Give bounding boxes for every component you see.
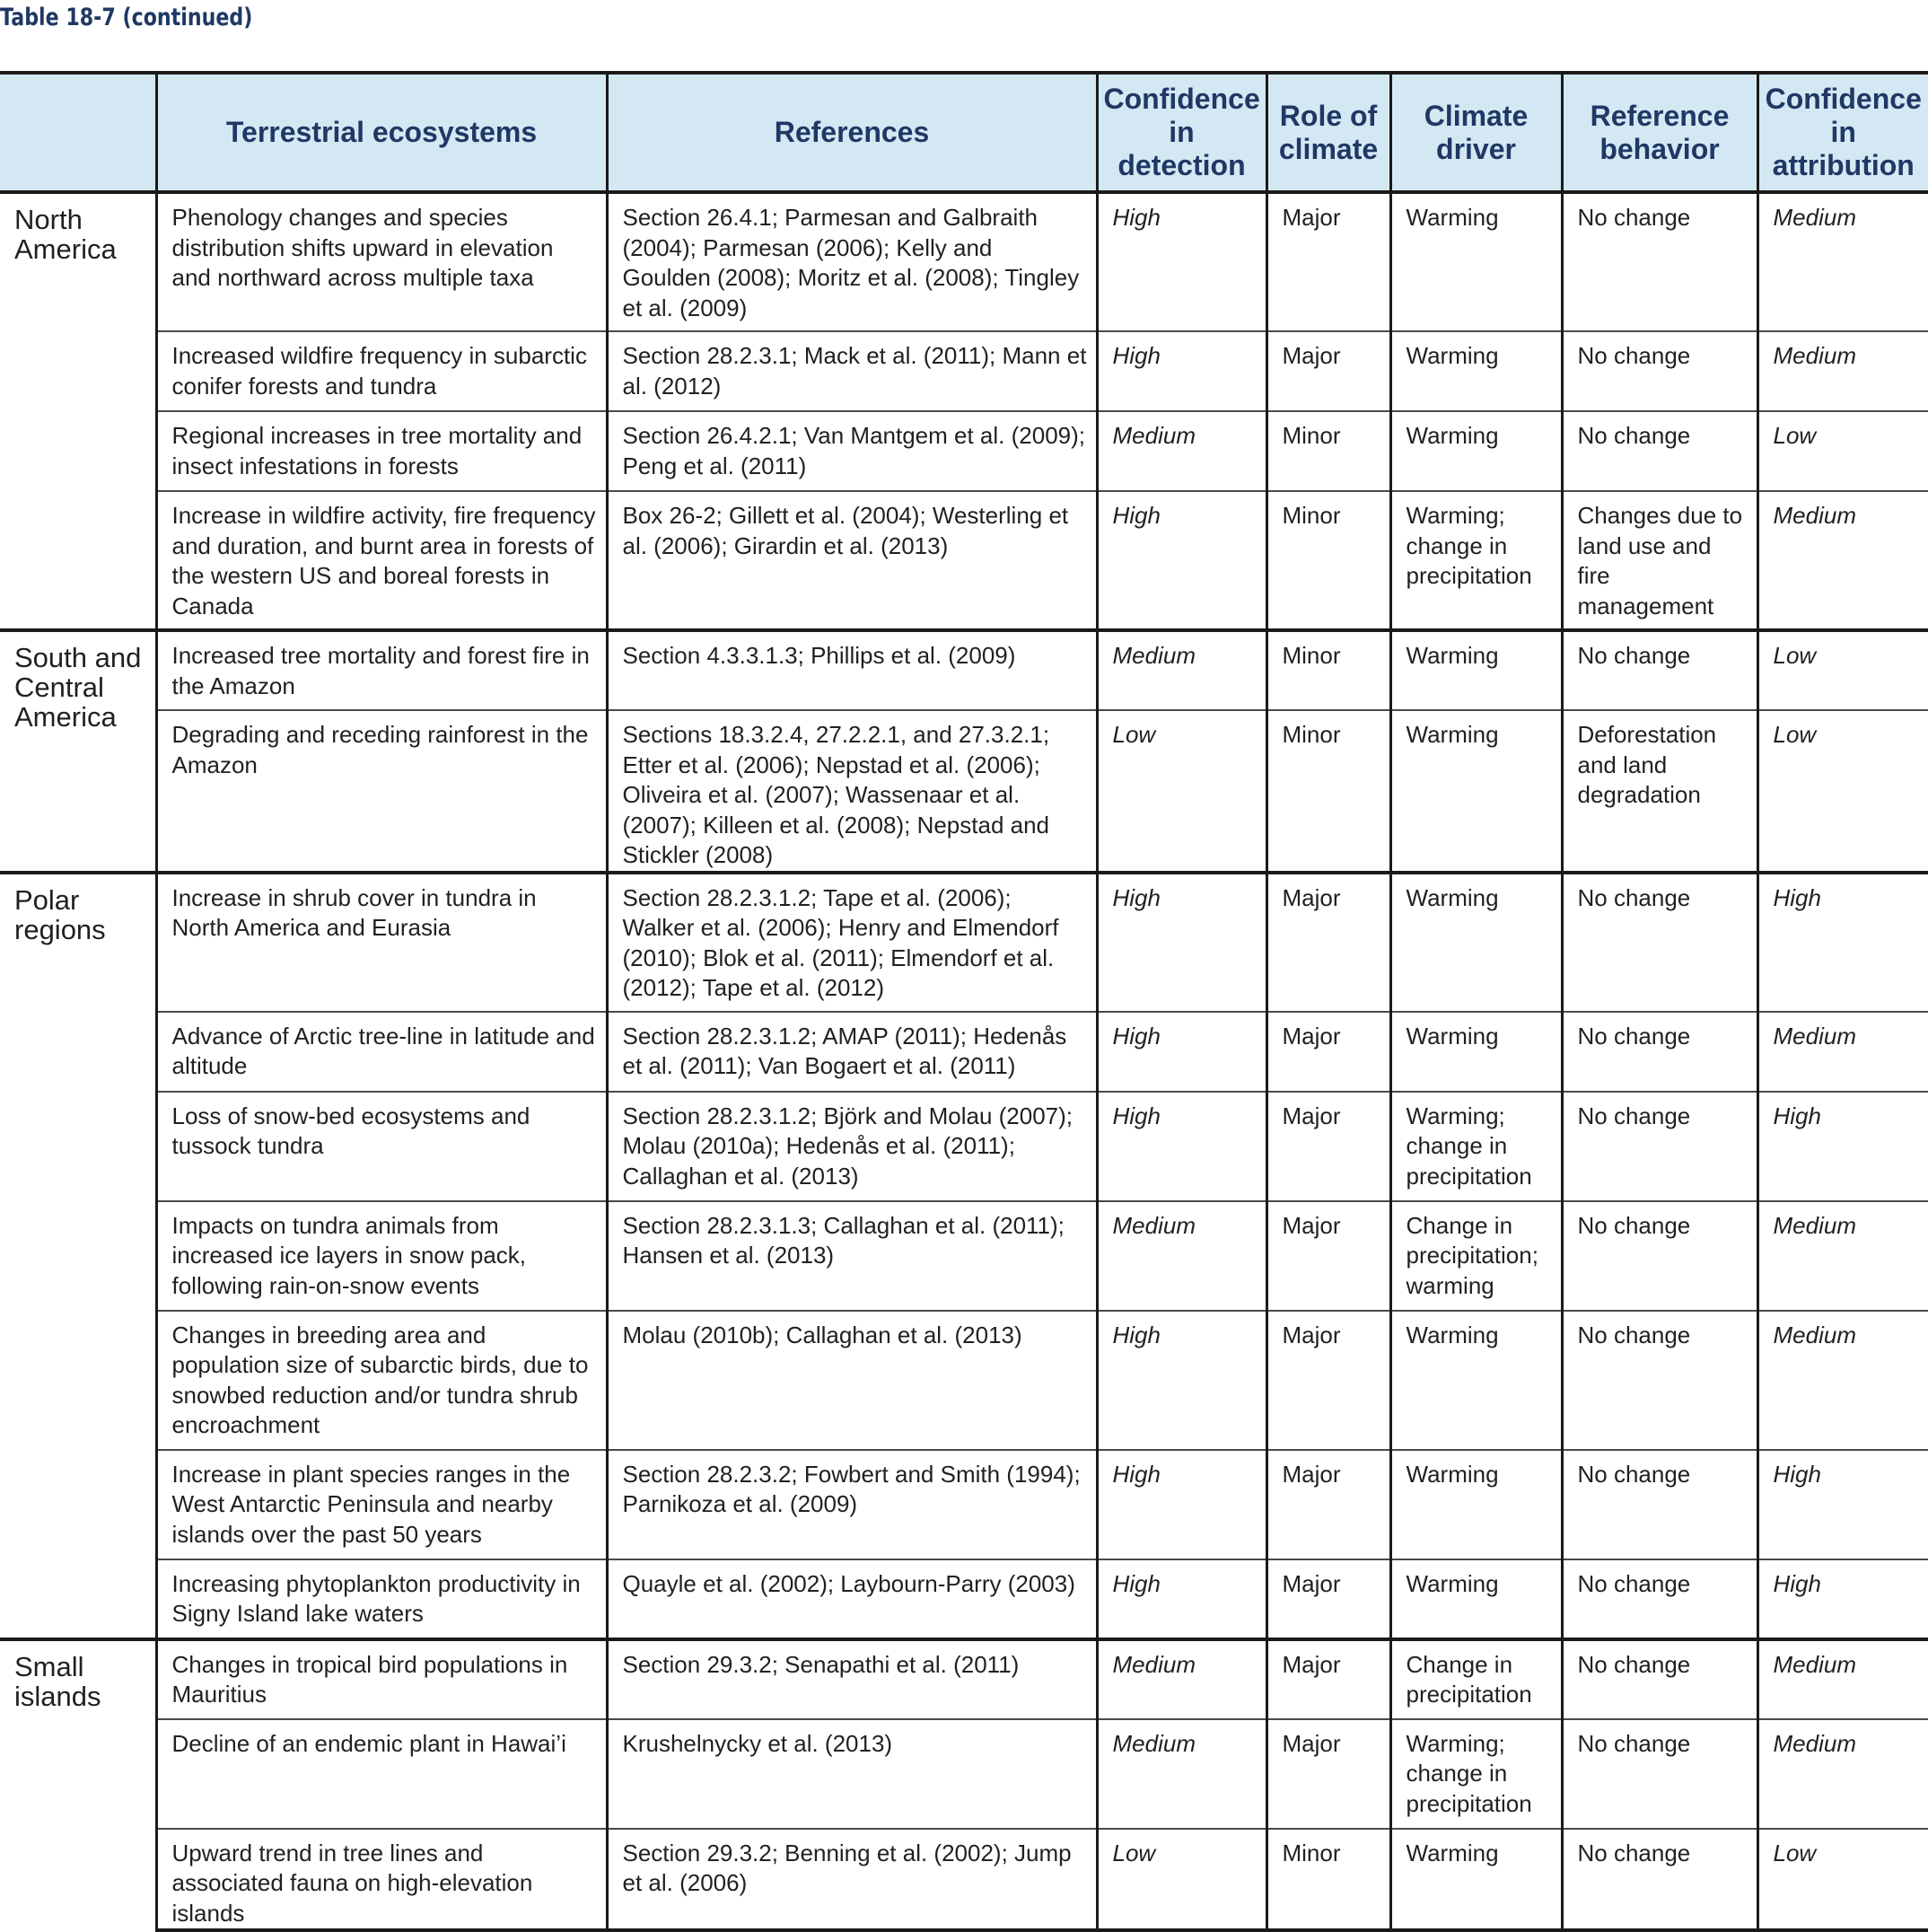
role-cell: Major — [1266, 1201, 1390, 1311]
table-row — [0, 411, 1928, 491]
header-references: References — [607, 73, 1097, 192]
driver-cell: Warming — [1390, 1829, 1562, 1931]
detection-cell: Medium — [1097, 630, 1266, 710]
detection-cell: High — [1097, 491, 1266, 630]
impact-cell: Increase in shrub cover in tundra in North America and Eurasia — [156, 873, 607, 1012]
table-row — [0, 1012, 1928, 1092]
driver-cell: Warming — [1390, 1450, 1562, 1559]
table-row — [0, 1829, 1928, 1931]
impact-cell: Decline of an endemic plant in Hawai’i — [156, 1719, 607, 1829]
header-region — [0, 73, 156, 192]
attribution-cell: Medium — [1757, 192, 1928, 331]
role-cell: Major — [1266, 1012, 1390, 1092]
impact-cell: Degrading and receding rainforest in the Amazon — [156, 710, 607, 873]
detection-cell: Low — [1097, 1829, 1266, 1931]
detection-cell: Medium — [1097, 1719, 1266, 1829]
table-row — [0, 192, 1928, 331]
references-cell: Box 26-2; Gillett et al. (2004); Westerling et al. (2006); Girardin et al. (2013) — [607, 491, 1097, 630]
attribution-cell: Low — [1757, 411, 1928, 491]
role-cell: Minor — [1266, 411, 1390, 491]
behavior-cell: Changes due to land use and fire management — [1562, 491, 1757, 630]
role-cell: Major — [1266, 873, 1390, 1012]
references-cell: Section 28.2.3.1.2; Tape et al. (2006); Walker et al. (2006); Henry and Elmendorf (2010); Blok et al. (2011); Elmendorf et al. (2012); Tape et al. (2012) — [607, 873, 1097, 1012]
references-cell: Section 28.2.3.2; Fowbert and Smith (1994); Parnikoza et al. (2009) — [607, 1450, 1097, 1559]
role-cell: Major — [1266, 1719, 1390, 1829]
header-reference-behavior: Reference behavior — [1562, 73, 1757, 192]
header-row — [0, 73, 1928, 192]
impact-cell: Advance of Arctic tree-line in latitude and altitude — [156, 1012, 607, 1092]
driver-cell: Warming; change in precipitation — [1390, 491, 1562, 630]
attribution-table — [0, 71, 1928, 1932]
driver-cell: Warming — [1390, 1311, 1562, 1450]
behavior-cell: No change — [1562, 411, 1757, 491]
role-cell: Minor — [1266, 630, 1390, 710]
driver-cell: Warming — [1390, 630, 1562, 710]
impact-cell: Increased wildfire frequency in subarctic conifer forests and tundra — [156, 331, 607, 411]
attribution-cell: High — [1757, 1092, 1928, 1201]
region-cell: North America — [14, 204, 117, 265]
behavior-cell: No change — [1562, 1012, 1757, 1092]
behavior-cell: No change — [1562, 1719, 1757, 1829]
attribution-cell: High — [1757, 873, 1928, 1012]
attribution-cell: Medium — [1757, 1311, 1928, 1450]
detection-cell: High — [1097, 1559, 1266, 1639]
driver-cell: Warming; change in precipitation — [1390, 1092, 1562, 1201]
driver-cell: Warming; change in precipitation — [1390, 1719, 1562, 1829]
region-cell: Polar regions — [0, 873, 156, 1639]
table-row — [0, 1639, 1928, 1719]
header-confidence-attribution: Confidence in attribution — [1757, 73, 1928, 192]
region-cell: Small islands — [0, 1639, 156, 1931]
behavior-cell: No change — [1562, 873, 1757, 1012]
header-climate-driver: Climate driver — [1390, 73, 1562, 192]
references-cell: Section 28.2.3.1.2; Björk and Molau (2007); Molau (2010a); Hedenås et al. (2011); Callaghan et al. (2013) — [607, 1092, 1097, 1201]
table-row — [0, 630, 1928, 710]
attribution-cell: Low — [1757, 1829, 1928, 1931]
role-cell: Major — [1266, 331, 1390, 411]
role-cell: Major — [1266, 1559, 1390, 1639]
attribution-cell: Medium — [1757, 1012, 1928, 1092]
attribution-cell: Low — [1757, 710, 1928, 873]
table-row — [0, 1092, 1928, 1201]
references-cell: Quayle et al. (2002); Laybourn-Parry (2003) — [607, 1559, 1097, 1639]
role-cell: Minor — [1266, 710, 1390, 873]
references-cell: Section 26.4.2.1; Van Mantgem et al. (2009); Peng et al. (2011) — [607, 411, 1097, 491]
behavior-cell: No change — [1562, 1450, 1757, 1559]
role-cell: Major — [1266, 1092, 1390, 1201]
detection-cell: High — [1097, 1450, 1266, 1559]
impact-cell: Impacts on tundra animals from increased ice layers in snow pack, following rain-on-snow events — [156, 1201, 607, 1311]
driver-cell: Change in precipitation — [1390, 1639, 1562, 1719]
attribution-cell: High — [1757, 1450, 1928, 1559]
references-cell: Section 4.3.3.1.3; Phillips et al. (2009) — [607, 630, 1097, 710]
references-cell: Section 28.2.3.1.3; Callaghan et al. (2011); Hansen et al. (2013) — [607, 1201, 1097, 1311]
table-row — [0, 710, 1928, 873]
driver-cell: Warming — [1390, 873, 1562, 1012]
driver-cell: Warming — [1390, 710, 1562, 873]
impact-cell: Increasing phytoplankton productivity in Signy Island lake waters — [156, 1559, 607, 1639]
detection-cell: High — [1097, 331, 1266, 411]
role-cell: Major — [1266, 192, 1390, 331]
impact-cell: Increase in plant species ranges in the West Antarctic Peninsula and nearby islands over the past 50 years — [156, 1450, 607, 1559]
impact-cell: Changes in tropical bird populations in Mauritius — [156, 1639, 607, 1719]
role-cell: Minor — [1266, 491, 1390, 630]
attribution-cell: High — [1757, 1559, 1928, 1639]
impact-cell: Increased tree mortality and forest fire in the Amazon — [156, 630, 607, 710]
behavior-cell: No change — [1562, 1311, 1757, 1450]
behavior-cell: No change — [1562, 1559, 1757, 1639]
attribution-cell: Medium — [1757, 1201, 1928, 1311]
references-cell: Krushelnycky et al. (2013) — [607, 1719, 1097, 1829]
detection-cell: Medium — [1097, 411, 1266, 491]
impact-cell: Regional increases in tree mortality and insect infestations in forests — [156, 411, 607, 491]
driver-cell: Warming — [1390, 1559, 1562, 1639]
table-row — [0, 331, 1928, 411]
driver-cell: Warming — [1390, 1012, 1562, 1092]
impact-cell: Upward trend in tree lines and associated fauna on high-elevation islands — [156, 1829, 607, 1931]
impact-cell: Loss of snow-bed ecosystems and tussock tundra — [156, 1092, 607, 1201]
detection-cell: Medium — [1097, 1201, 1266, 1311]
table-row — [0, 1201, 1928, 1311]
table-title: Table 18-7 (continued) — [0, 4, 253, 31]
role-cell: Major — [1266, 1450, 1390, 1559]
behavior-cell: No change — [1562, 630, 1757, 710]
references-cell: Section 26.4.1; Parmesan and Galbraith (2004); Parmesan (2006); Kelly and Goulden (2008); Moritz et al. (2008); Tingley et al. (2009) — [607, 192, 1097, 331]
header-confidence-detection: Confidence in detection — [1097, 73, 1266, 192]
behavior-cell: No change — [1562, 331, 1757, 411]
references-cell: Section 28.2.3.1; Mack et al. (2011); Mann et al. (2012) — [607, 331, 1097, 411]
references-cell: Sections 18.3.2.4, 27.2.2.1, and 27.3.2.1; Etter et al. (2006); Nepstad et al. (2006); Oliveira et al. (2007); Wassenaar et al. (2007); Killeen et al. (2008); Nepstad and Stickler (2008) — [607, 710, 1097, 873]
detection-cell: High — [1097, 192, 1266, 331]
driver-cell: Warming — [1390, 331, 1562, 411]
references-cell: Molau (2010b); Callaghan et al. (2013) — [607, 1311, 1097, 1450]
attribution-cell: Medium — [1757, 1719, 1928, 1829]
behavior-cell: No change — [1562, 1201, 1757, 1311]
behavior-cell: No change — [1562, 1092, 1757, 1201]
region-cell: South and Central America — [0, 630, 156, 873]
references-cell: Section 28.2.3.1.2; AMAP (2011); Hedenås et al. (2011); Van Bogaert et al. (2011) — [607, 1012, 1097, 1092]
detection-cell: High — [1097, 873, 1266, 1012]
driver-cell: Warming — [1390, 411, 1562, 491]
attribution-cell: Medium — [1757, 1639, 1928, 1719]
table-row — [0, 1559, 1928, 1639]
references-cell: Section 29.3.2; Senapathi et al. (2011) — [607, 1639, 1097, 1719]
table-row — [0, 1719, 1928, 1829]
detection-cell: Low — [1097, 710, 1266, 873]
header-role-of-climate: Role of climate — [1266, 73, 1390, 192]
header-ecosystems: Terrestrial ecosystems — [156, 73, 607, 192]
attribution-cell: Low — [1757, 630, 1928, 710]
behavior-cell: No change — [1562, 1829, 1757, 1931]
impact-cell: Increase in wildfire activity, fire frequency and duration, and burnt area in forests of the western US and boreal forests in Canada — [156, 491, 607, 630]
behavior-cell: No change — [1562, 1639, 1757, 1719]
role-cell: Major — [1266, 1311, 1390, 1450]
table-row — [0, 1450, 1928, 1559]
driver-cell: Warming — [1390, 192, 1562, 331]
impact-cell: Phenology changes and species distribution shifts upward in elevation and northward across multiple taxa — [156, 192, 607, 331]
role-cell: Minor — [1266, 1829, 1390, 1931]
references-cell: Section 29.3.2; Benning et al. (2002); Jump et al. (2006) — [607, 1829, 1097, 1931]
role-cell: Major — [1266, 1639, 1390, 1719]
detection-cell: High — [1097, 1092, 1266, 1201]
detection-cell: Medium — [1097, 1639, 1266, 1719]
attribution-cell: Medium — [1757, 331, 1928, 411]
table-row — [0, 1311, 1928, 1450]
attribution-cell: Medium — [1757, 491, 1928, 630]
table-row — [0, 491, 1928, 630]
detection-cell: High — [1097, 1012, 1266, 1092]
behavior-cell: Deforestation and land degradation — [1562, 710, 1757, 873]
behavior-cell: No change — [1562, 192, 1757, 331]
driver-cell: Change in precipitation; warming — [1390, 1201, 1562, 1311]
impact-cell: Changes in breeding area and population size of subarctic birds, due to snowbed reduction and/or tundra shrub encroachment — [156, 1311, 607, 1450]
table-row — [0, 873, 1928, 1012]
detection-cell: High — [1097, 1311, 1266, 1450]
